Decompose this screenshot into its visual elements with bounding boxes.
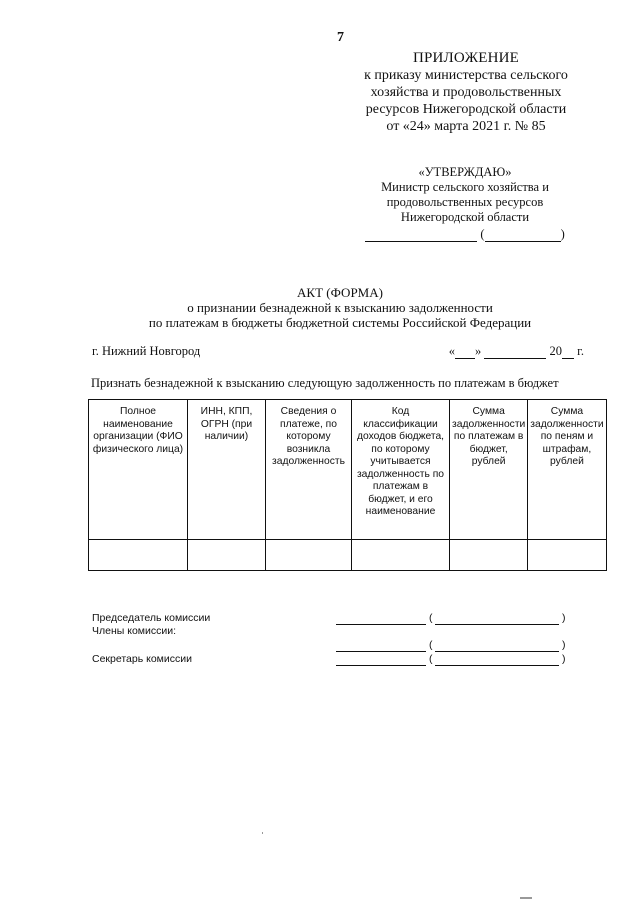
- approval-line: Министр сельского хозяйства и: [381, 180, 549, 194]
- act-subtitle: по платежам в бюджеты бюджетной системы Российской Федерации: [148, 315, 532, 330]
- table-cell: [450, 540, 528, 571]
- month-blank: [484, 346, 546, 359]
- table-row: [89, 540, 607, 571]
- approval-line: Нижегородской области: [400, 210, 530, 224]
- scan-speck: [262, 832, 263, 834]
- page-number: 7: [337, 30, 344, 45]
- quote-open: «: [448, 344, 456, 358]
- table-cell: [188, 540, 266, 571]
- column-header: Сведения о платеже, по которому возникла задолженность: [266, 400, 352, 540]
- place-date-row: [92, 344, 592, 359]
- act-heading: [120, 285, 560, 330]
- paren-close: ): [560, 227, 565, 241]
- approval-line: продовольственных ресурсов: [386, 195, 544, 209]
- appendix-line: хозяйства и продовольственных: [370, 85, 562, 100]
- year-suffix: г.: [577, 344, 584, 358]
- member-row: [92, 639, 582, 652]
- column-header: ИНН, КПП, ОГРН (при наличии): [188, 400, 266, 540]
- paren-open: (: [429, 653, 433, 665]
- year-prefix: 20: [549, 344, 563, 358]
- approval-title: «УТВЕРЖДАЮ»: [418, 165, 512, 179]
- paren-open: (: [429, 639, 433, 651]
- table-header-row: [89, 400, 607, 540]
- table-cell: [89, 540, 188, 571]
- scan-speck: [520, 897, 532, 899]
- act-subtitle: о признании безнадежной к взысканию задолженности: [187, 300, 493, 315]
- signature-blank: [336, 640, 426, 652]
- year-blank: [562, 346, 574, 359]
- table-cell: [266, 540, 352, 571]
- approval-signature-line: [360, 227, 570, 242]
- paren-open: (: [429, 612, 433, 624]
- paren-close: ): [562, 653, 566, 665]
- signature-blank: [365, 229, 477, 242]
- paren-close: ): [562, 639, 566, 651]
- table-cell: [352, 540, 450, 571]
- signatures-block: [92, 612, 582, 666]
- paren-close: ): [562, 612, 566, 624]
- paren-open: (: [480, 227, 485, 241]
- appendix-line: ресурсов Нижегородской области: [365, 102, 567, 117]
- column-header: Сумма задолженности по пеням и штрафам, рублей: [528, 400, 606, 540]
- appendix-line: к приказу министерства сельского: [364, 68, 568, 83]
- members-label-row: [92, 625, 582, 638]
- column-header: Полное наименование организации (ФИО физического лица): [89, 400, 188, 540]
- table-cell: [528, 540, 606, 571]
- secretary-row: [92, 653, 582, 666]
- chairman-label: Председатель комиссии: [92, 612, 211, 624]
- debt-table: [88, 399, 607, 571]
- appendix-title: ПРИЛОЖЕНИЕ: [412, 50, 520, 66]
- recognize-text: Признать безнадежной к взысканию следующую задолженность по платежам в бюджет: [91, 376, 559, 390]
- approval-block: [360, 165, 570, 242]
- signature-blank: [336, 654, 426, 666]
- name-blank: [435, 654, 559, 666]
- signature-blank: [336, 613, 426, 625]
- name-blank: [435, 640, 559, 652]
- act-title: АКТ (ФОРМА): [297, 285, 383, 300]
- secretary-label: Секретарь комиссии: [92, 653, 192, 665]
- quote-close: »: [475, 344, 482, 358]
- members-label: Члены комиссии:: [92, 625, 177, 637]
- day-blank: [455, 346, 475, 359]
- chairman-row: [92, 612, 582, 625]
- column-header: Код классификации доходов бюджета, по которому учитывается задолженность по платежам в бюджет, и его наименование: [352, 400, 450, 540]
- date-template: [449, 344, 584, 359]
- appendix-order-date: от «24» марта 2021 г. № 85: [386, 119, 546, 134]
- appendix-block: [346, 50, 586, 135]
- name-blank: [435, 613, 559, 625]
- name-blank: [485, 229, 561, 242]
- city: г. Нижний Новгород: [92, 344, 201, 358]
- column-header: Сумма задолженности по платежам в бюджет, рублей: [450, 400, 528, 540]
